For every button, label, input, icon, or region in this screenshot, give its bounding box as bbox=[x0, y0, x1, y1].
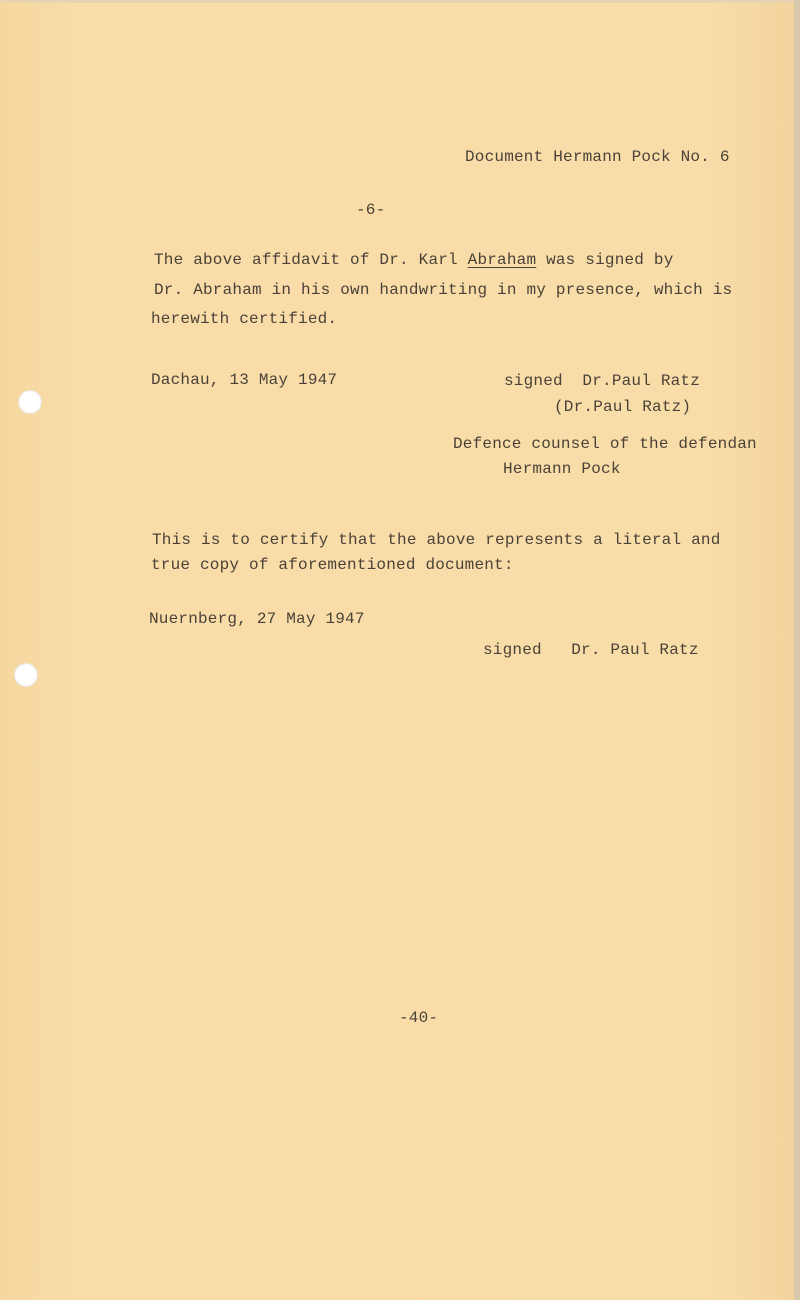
certification-line-2: true copy of aforementioned document: bbox=[151, 556, 514, 574]
affidavit-line-3: herewith certified. bbox=[151, 310, 338, 328]
document-reference: Document Hermann Pock No. 6 bbox=[465, 148, 730, 166]
paper-right-edge bbox=[794, 0, 800, 1300]
affidavit-line-1 bbox=[154, 250, 674, 270]
affidavit-line-2: Dr. Abraham in his own handwriting in my presence, which is bbox=[154, 281, 733, 299]
certification-line-1: This is to certify that the above represents a literal and bbox=[152, 531, 721, 549]
first-signer-name: (Dr.Paul Ratz) bbox=[554, 398, 692, 416]
punch-hole-bottom bbox=[14, 663, 38, 687]
signer-role: Defence counsel of the defendan bbox=[453, 435, 757, 453]
second-signed-line: signed Dr. Paul Ratz bbox=[483, 641, 699, 659]
page-marker: -6- bbox=[356, 201, 386, 219]
affidavit-line-1-prefix: The above affidavit of Dr. Karl bbox=[154, 251, 468, 269]
paper-top-edge bbox=[0, 0, 800, 3]
first-signed-line: signed Dr.Paul Ratz bbox=[504, 372, 701, 390]
page-number: -40- bbox=[399, 1009, 439, 1027]
affidavit-name-underlined: Abraham bbox=[467, 251, 537, 269]
affidavit-line-1-suffix: was signed by bbox=[536, 251, 674, 269]
first-place-date: Dachau, 13 May 1947 bbox=[151, 371, 338, 389]
punch-hole-top bbox=[18, 390, 42, 414]
defendant-name: Hermann Pock bbox=[503, 460, 621, 478]
second-place-date: Nuernberg, 27 May 1947 bbox=[149, 610, 365, 628]
